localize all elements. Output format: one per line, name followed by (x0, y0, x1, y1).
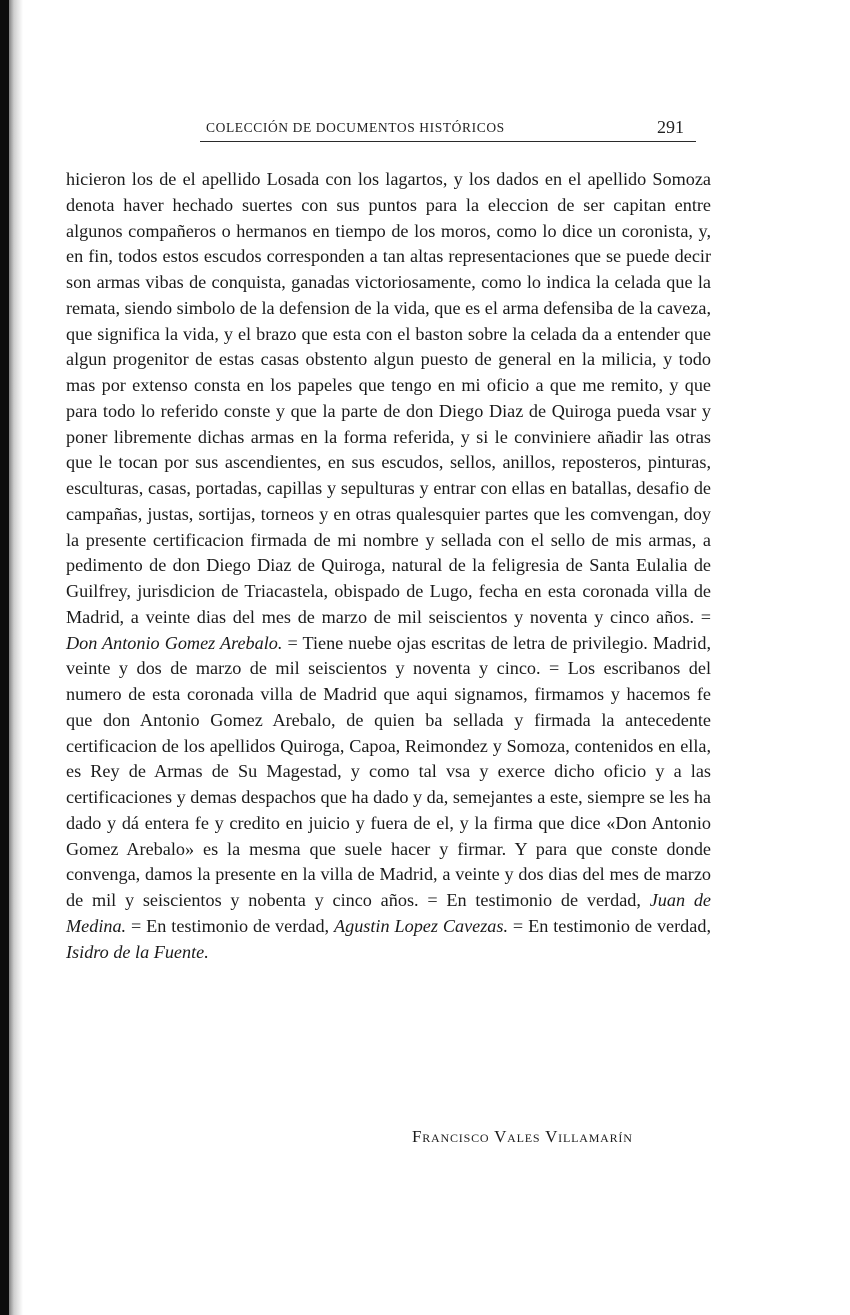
body-paragraph (66, 167, 711, 965)
page-number: 291 (657, 117, 684, 137)
author-signature: Francisco Vales Villamarín (412, 1127, 633, 1146)
running-title: COLECCIÓN DE DOCUMENTOS HISTÓRICOS (206, 120, 505, 135)
signature-antonio-gomez-arebalo: Don Antonio Gomez Arebalo. (66, 632, 283, 653)
binding-shadow (9, 0, 23, 1315)
body-text-part-2: = Tiene nuebe ojas escritas de letra de privilegio. Madrid, veinte y dos de marzo de mil seiscientos y noventa y cinco. = Los escribanos del numero de esta coronada villa de Madrid que aqui signamos, firmamos y hacemos fe que don Antonio Gomez Arebalo, de quien ba sellada y firmada la antecedente certificacion de los apellidos Quiroga, Capoa, Reimondez y Somoza, contenidos en ella, es Rey de Armas de Su Magestad, y como tal vsa y exerce dicho oficio y a las certificaciones y demas despachos que ha dado y da, semejantes a este, siempre se les ha dado y dá entera fe y credito en juicio y fuera de el, y la firma que dice «Don Antonio Gomez Arebalo» es la mesma que suele hacer y firmar. Y para que conste donde convenga, damos la presente en la villa de Madrid, a veinte y dos dias del mes de marzo de mil y seiscientos y nobenta y cinco años. = En testimonio de verdad, (66, 632, 711, 910)
body-text-part-1: hicieron los de el apellido Losada con los lagartos, y los dados en el apellido Somoza denota haver hechado suertes con sus puntos para la eleccion de ser capitan entre algunos compañeros o hermanos en tiempo de los moros, como lo dice un coronista, y, en fin, todos estos escudos corresponden a tan altas representaciones que se puede decir son armas vibas de conquista, ganadas victoriosamente, como lo indica la celada que la remata, siendo simbolo de la defension de la vida, que es el arma defensiba de la caveza, que significa la vida, y el brazo que esta con el baston sobre la celada da a entender que algun progenitor de estas casas obstento algun puesto de general en la milicia, y todo mas por extenso consta en los papeles que tengo en mi oficio a que me remito, y que para todo lo referido conste y que la parte de don Diego Diaz de Quiroga pueda vsar y poner libremente dichas armas en la forma referida, y si le conviniere añadir las otras que le tocan por sus ascendientes, en sus escudos, sellos, anillos, reposteros, pinturas, esculturas, casas, portadas, capillas y sepulturas y entrar con ellas en batallas, desafio de campañas, justas, sortijas, torneos y en otras qualesquier partes que les comvengan, doy la presente certificacion firmada de mi nombre y sellada con el sello de mis armas, a pedimento de don Diego Diaz de Quiroga, natural de la feligresia de Santa Eulalia de Guilfrey, jurisdicion de Triacastela, obispado de Lugo, fecha en esta coronada villa de Madrid, a veinte dias del mes de marzo de mil seiscientos y noventa y cinco años. = (66, 169, 711, 627)
binding-edge (0, 0, 9, 1315)
body-text-part-3: = En testimonio de verdad, (126, 915, 334, 936)
signature-agustin-lopez-cavezas: Agustin Lopez Cavezas. (334, 915, 509, 936)
body-text-part-4: = En testimonio de verdad, (508, 915, 711, 936)
signature-juan-de-medina: Juan de Medina. (66, 890, 711, 936)
header-rule (200, 141, 696, 142)
signature-isidro-de-la-fuente: Isidro de la Fuente. (66, 941, 209, 962)
running-head (200, 117, 696, 141)
